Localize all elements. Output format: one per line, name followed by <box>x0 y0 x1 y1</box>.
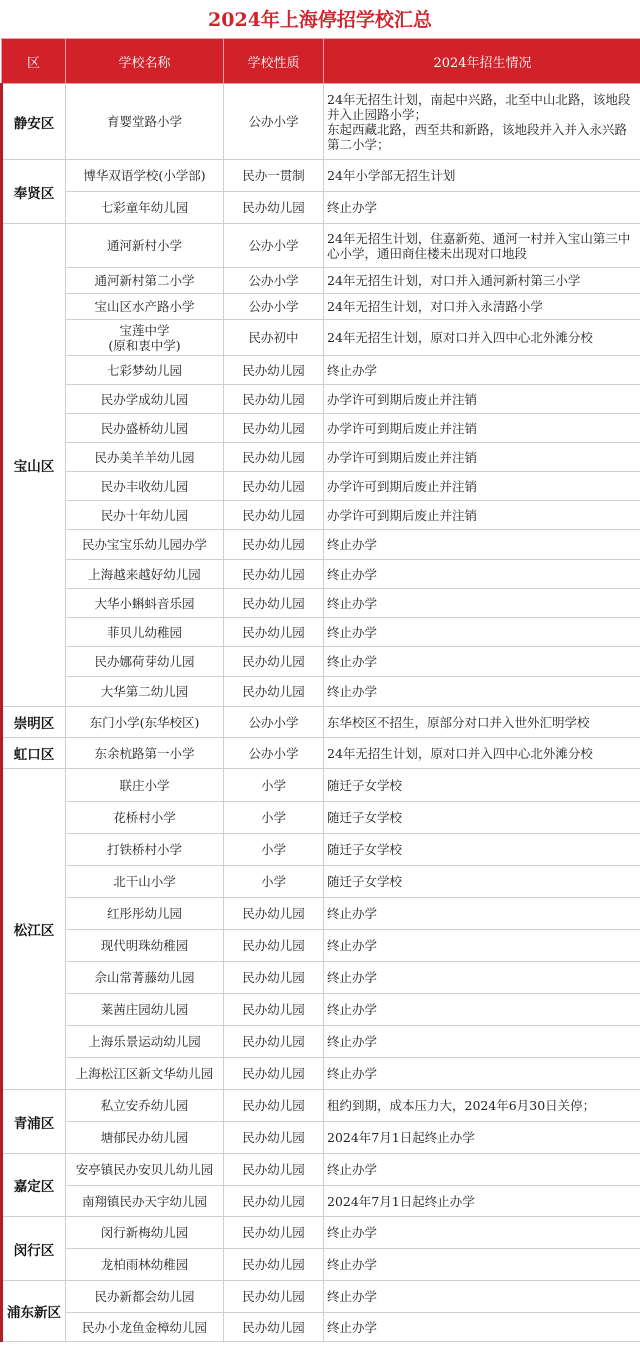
school-name-cell <box>66 1090 224 1122</box>
school-name-cell-text: 民办丰收幼儿园 <box>100 478 189 494</box>
school-name-cell-text: 联庄小学 <box>119 777 170 793</box>
school-name-cell-text: 博华双语学校(小学部) <box>83 168 206 183</box>
school-type-cell-text: 民办幼儿园 <box>242 970 305 985</box>
school-type-cell <box>224 930 324 962</box>
table-row <box>2 472 640 501</box>
status-note-cell <box>324 1122 640 1154</box>
table-row <box>2 769 640 802</box>
status-note-cell <box>324 589 640 618</box>
status-note-cell-text: 办学许可到期后废止并注销 <box>327 449 478 465</box>
status-note-cell-text: 终止办学 <box>327 970 378 985</box>
school-name-cell <box>66 677 224 707</box>
district-cell: 虹口区 <box>2 738 66 769</box>
school-type-cell <box>224 1026 324 1058</box>
school-type-cell-text: 民办幼儿园 <box>242 449 305 465</box>
table-row <box>2 501 640 530</box>
school-type-cell-text: 民办幼儿园 <box>242 391 305 407</box>
school-type-cell <box>224 962 324 994</box>
header-district: 区 <box>2 39 66 84</box>
school-name-cell-text: 红彤彤幼儿园 <box>106 906 182 921</box>
school-name-cell-text: 东门小学(东华校区) <box>89 714 200 730</box>
status-note-cell-text: 24年无招生计划，对口并入通河新村第三小学 <box>327 273 581 288</box>
school-name-cell-text: 宝莲中学 (原和衷中学) <box>108 322 181 353</box>
school-type-cell-text: 民办幼儿园 <box>242 1162 305 1177</box>
school-type-cell <box>224 1281 324 1313</box>
school-name-cell-text: 育婴堂路小学 <box>106 114 182 129</box>
status-note-cell-text: 24年无招生计划，原对口并入四中心北外滩分校 <box>327 330 593 345</box>
district-cell: 闵行区 <box>2 1217 66 1281</box>
table-row <box>2 84 640 160</box>
header-school: 学校名称 <box>66 39 224 84</box>
school-type-cell-text: 民办幼儿园 <box>242 537 305 552</box>
school-type-cell <box>224 294 324 320</box>
status-note-cell <box>324 501 640 530</box>
school-name-cell <box>66 930 224 962</box>
table-row <box>2 385 640 414</box>
status-note-cell <box>324 560 640 589</box>
school-type-cell <box>224 1058 324 1090</box>
header-status: 2024年招生情况 <box>324 39 640 84</box>
table-row <box>2 1186 640 1217</box>
status-note-cell-text: 终止办学 <box>327 200 378 215</box>
status-note-cell-text: 2024年7月1日起终止办学 <box>327 1193 475 1209</box>
status-note-cell-text: 终止办学 <box>327 938 378 953</box>
school-name-cell <box>66 738 224 769</box>
status-note-cell <box>324 414 640 443</box>
school-type-cell <box>224 707 324 738</box>
school-name-cell-text: 上海越来越好幼儿园 <box>88 566 201 582</box>
school-type-cell <box>224 472 324 501</box>
table-row <box>2 320 640 356</box>
school-name-cell-text: 闵行新梅幼儿园 <box>100 1225 189 1240</box>
school-type-cell-text: 民办幼儿园 <box>242 684 305 699</box>
school-name-cell <box>66 84 224 160</box>
table-row <box>2 1026 640 1058</box>
school-type-cell <box>224 356 324 385</box>
status-note-cell <box>324 618 640 647</box>
status-note-cell <box>324 769 640 802</box>
district-cell: 宝山区 <box>2 224 66 707</box>
school-name-cell <box>66 268 224 294</box>
status-note-cell-text: 随迁子女学校 <box>327 842 403 857</box>
school-name-cell-text: 通河新村小学 <box>106 238 182 253</box>
status-note-cell-text: 终止办学 <box>327 537 378 552</box>
school-name-cell <box>66 224 224 268</box>
status-note-cell <box>324 84 640 160</box>
table-row <box>2 560 640 589</box>
status-note-cell <box>324 962 640 994</box>
header-type: 学校性质 <box>224 39 324 84</box>
school-type-cell <box>224 802 324 834</box>
table-row <box>2 224 640 268</box>
status-note-cell-text: 终止办学 <box>327 566 378 582</box>
district-cell: 崇明区 <box>2 707 66 738</box>
status-note-cell <box>324 1281 640 1313</box>
school-type-cell <box>224 385 324 414</box>
school-name-cell <box>66 589 224 618</box>
school-type-cell-text: 民办幼儿园 <box>242 906 305 921</box>
table-row <box>2 738 640 769</box>
school-name-cell <box>66 802 224 834</box>
school-name-cell-text: 塘郁民办幼儿园 <box>100 1130 189 1145</box>
school-name-cell-text: 菲贝儿幼稚园 <box>106 624 182 640</box>
school-type-cell <box>224 994 324 1026</box>
school-type-cell-text: 民办幼儿园 <box>242 1098 305 1113</box>
status-note-cell <box>324 160 640 192</box>
school-name-cell-text: 现代明珠幼稚园 <box>100 938 189 953</box>
school-type-cell-text: 民办一贯制 <box>242 168 305 183</box>
status-note-cell <box>324 1186 640 1217</box>
school-type-cell <box>224 618 324 647</box>
table-body <box>2 84 640 1342</box>
status-note-cell <box>324 707 640 738</box>
school-type-cell <box>224 677 324 707</box>
table-row <box>2 1058 640 1090</box>
status-note-cell <box>324 224 640 268</box>
school-name-cell <box>66 647 224 677</box>
school-type-cell-text: 民办幼儿园 <box>242 1257 305 1272</box>
school-type-cell-text: 民办幼儿园 <box>242 1130 305 1145</box>
status-note-cell-text: 终止办学 <box>327 1002 378 1017</box>
school-type-cell <box>224 84 324 160</box>
school-type-cell <box>224 501 324 530</box>
status-note-cell-text: 随迁子女学校 <box>327 777 403 793</box>
school-type-cell-text: 公办小学 <box>248 299 299 314</box>
school-type-cell <box>224 1154 324 1186</box>
status-note-cell-text: 终止办学 <box>327 1289 378 1304</box>
school-name-cell <box>66 472 224 501</box>
school-name-cell <box>66 160 224 192</box>
school-type-cell-text: 民办幼儿园 <box>242 1289 305 1304</box>
school-name-cell-text: 民办小龙鱼金樟幼儿园 <box>81 1319 207 1335</box>
school-name-cell-text: 七彩梦幼儿园 <box>106 362 182 378</box>
status-note-cell-text: 办学许可到期后废止并注销 <box>327 478 478 494</box>
table-row <box>2 834 640 866</box>
status-note-cell-text: 办学许可到期后废止并注销 <box>327 420 478 436</box>
school-type-cell-text: 民办幼儿园 <box>242 200 305 215</box>
status-note-cell-text: 终止办学 <box>327 684 378 699</box>
status-note-cell-text: 终止办学 <box>327 1162 378 1177</box>
school-type-cell-text: 民办幼儿园 <box>242 1066 305 1081</box>
school-type-cell <box>224 898 324 930</box>
table-row <box>2 443 640 472</box>
status-note-cell-text: 24年无招生计划，对口并入永清路小学 <box>327 299 543 314</box>
school-type-cell-text: 公办小学 <box>248 714 299 730</box>
school-name-cell-text: 民办新都会幼儿园 <box>94 1289 195 1304</box>
school-name-cell-text: 民办娜荷芽幼儿园 <box>94 654 195 669</box>
school-name-cell <box>66 385 224 414</box>
status-note-cell <box>324 192 640 224</box>
status-note-cell <box>324 356 640 385</box>
table-row <box>2 192 640 224</box>
table-row <box>2 707 640 738</box>
status-note-cell-text: 终止办学 <box>327 1034 378 1049</box>
school-type-cell-text: 民办初中 <box>248 330 299 345</box>
district-cell: 静安区 <box>2 84 66 160</box>
school-name-cell-text: 宝山区水产路小学 <box>94 299 195 314</box>
school-name-cell <box>66 530 224 560</box>
status-note-cell-text: 终止办学 <box>327 1257 378 1272</box>
school-name-cell-text: 花桥村小学 <box>113 810 176 825</box>
status-note-cell-text: 办学许可到期后废止并注销 <box>327 391 478 407</box>
table-row <box>2 589 640 618</box>
school-type-cell-text: 民办幼儿园 <box>242 624 305 640</box>
status-note-cell-text: 终止办学 <box>327 362 378 378</box>
status-note-cell <box>324 1154 640 1186</box>
district-cell: 松江区 <box>2 769 66 1090</box>
school-name-cell-text: 大华小蝌蚪音乐园 <box>94 595 195 611</box>
school-name-cell <box>66 1026 224 1058</box>
school-type-cell <box>224 738 324 769</box>
school-type-cell <box>224 443 324 472</box>
school-type-cell-text: 民办幼儿园 <box>242 1225 305 1240</box>
school-name-cell-text: 民办宝宝乐幼儿园办学 <box>81 537 207 552</box>
school-name-cell-text: 上海乐景运动幼儿园 <box>88 1034 201 1049</box>
status-note-cell <box>324 1090 640 1122</box>
table-row <box>2 677 640 707</box>
table-header-row <box>2 39 640 84</box>
status-note-cell <box>324 1313 640 1342</box>
school-name-cell <box>66 414 224 443</box>
status-note-cell-text: 随迁子女学校 <box>327 810 403 825</box>
table-row <box>2 268 640 294</box>
district-cell: 浦东新区 <box>2 1281 66 1342</box>
school-type-cell <box>224 769 324 802</box>
school-type-cell <box>224 1090 324 1122</box>
status-note-cell-text: 2024年7月1日起终止办学 <box>327 1130 475 1145</box>
status-note-cell-text: 办学许可到期后废止并注销 <box>327 507 478 523</box>
table-row <box>2 356 640 385</box>
school-type-cell <box>224 224 324 268</box>
school-name-cell-text: 安亭镇民办安贝儿幼儿园 <box>75 1162 214 1177</box>
school-type-cell-text: 民办幼儿园 <box>242 1002 305 1017</box>
school-name-cell <box>66 1281 224 1313</box>
school-type-cell-text: 民办幼儿园 <box>242 507 305 523</box>
status-note-cell <box>324 802 640 834</box>
status-note-cell <box>324 320 640 356</box>
status-note-cell <box>324 930 640 962</box>
school-name-cell-text: 龙柏雨林幼稚园 <box>100 1257 189 1272</box>
page-title: 2024年上海停招学校汇总 <box>208 9 432 31</box>
table-row <box>2 930 640 962</box>
school-type-cell <box>224 160 324 192</box>
school-name-cell <box>66 1249 224 1281</box>
table-row <box>2 1281 640 1313</box>
school-type-cell <box>224 560 324 589</box>
school-type-cell <box>224 1249 324 1281</box>
district-cell: 嘉定区 <box>2 1154 66 1217</box>
school-type-cell-text: 公办小学 <box>248 273 299 288</box>
table-row <box>2 530 640 560</box>
status-note-cell-text: 终止办学 <box>327 1225 378 1240</box>
status-note-cell <box>324 472 640 501</box>
status-note-cell <box>324 1217 640 1249</box>
status-note-cell-text: 终止办学 <box>327 906 378 921</box>
school-name-cell-text: 东余杭路第一小学 <box>94 745 195 761</box>
school-name-cell <box>66 1186 224 1217</box>
school-name-cell-text: 七彩童年幼儿园 <box>100 200 189 215</box>
school-name-cell <box>66 294 224 320</box>
status-note-cell <box>324 677 640 707</box>
school-type-cell-text: 民办幼儿园 <box>242 654 305 669</box>
school-name-cell <box>66 707 224 738</box>
table-row <box>2 414 640 443</box>
school-type-cell <box>224 589 324 618</box>
school-type-cell-text: 公办小学 <box>248 114 299 129</box>
school-type-cell-text: 民办幼儿园 <box>242 938 305 953</box>
table-row <box>2 160 640 192</box>
school-type-cell <box>224 866 324 898</box>
school-name-cell-text: 通河新村第二小学 <box>94 273 195 288</box>
table-row <box>2 1154 640 1186</box>
status-note-cell-text: 租约到期，成本压力大，2024年6月30日关停； <box>327 1098 596 1113</box>
district-cell: 青浦区 <box>2 1090 66 1154</box>
school-name-cell <box>66 443 224 472</box>
school-name-cell <box>66 769 224 802</box>
school-type-cell-text: 民办幼儿园 <box>242 1034 305 1049</box>
status-note-cell <box>324 898 640 930</box>
school-type-cell <box>224 414 324 443</box>
school-name-cell-text: 南翔镇民办天宇幼儿园 <box>81 1193 207 1209</box>
table-row <box>2 802 640 834</box>
school-type-cell <box>224 320 324 356</box>
school-type-cell-text: 小学 <box>260 874 286 889</box>
school-name-cell <box>66 1122 224 1154</box>
school-type-cell-text: 民办幼儿园 <box>242 566 305 582</box>
status-note-cell <box>324 866 640 898</box>
school-type-cell-text: 公办小学 <box>248 745 299 761</box>
school-name-cell-text: 上海松江区新文华幼儿园 <box>75 1066 214 1081</box>
status-note-cell-text: 东华校区不招生，原部分对口并入世外汇明学校 <box>327 714 590 730</box>
status-note-cell <box>324 268 640 294</box>
status-note-cell <box>324 443 640 472</box>
status-note-cell <box>324 1058 640 1090</box>
school-name-cell-text: 大华第二幼儿园 <box>100 684 189 699</box>
status-note-cell-text: 24年无招生计划，南起中兴路，北至中山北路，该地段并入止园路小学； 东起西藏北路，西至共和新路，该地段并入并入永兴路第二小学； <box>327 91 631 152</box>
school-type-cell <box>224 834 324 866</box>
district-cell: 奉贤区 <box>2 160 66 224</box>
status-note-cell <box>324 1249 640 1281</box>
status-note-cell-text: 终止办学 <box>327 1066 378 1081</box>
school-name-cell-text: 打铁桥村小学 <box>106 842 182 857</box>
status-note-cell <box>324 647 640 677</box>
status-note-cell-text: 终止办学 <box>327 624 378 640</box>
school-type-cell <box>224 268 324 294</box>
school-name-cell <box>66 192 224 224</box>
status-note-cell <box>324 294 640 320</box>
table-row <box>2 994 640 1026</box>
school-type-cell-text: 小学 <box>260 810 286 825</box>
school-name-cell-text: 私立安乔幼儿园 <box>100 1098 189 1113</box>
status-note-cell-text: 终止办学 <box>327 654 378 669</box>
table-row <box>2 1249 640 1281</box>
status-note-cell-text: 24年无招生计划，原对口并入四中心北外滩分校 <box>327 745 593 761</box>
school-name-cell <box>66 1058 224 1090</box>
table-row <box>2 1122 640 1154</box>
status-note-cell <box>324 738 640 769</box>
school-name-cell <box>66 1154 224 1186</box>
table-row <box>2 1217 640 1249</box>
table-row <box>2 647 640 677</box>
school-type-cell-text: 民办幼儿园 <box>242 362 305 378</box>
status-note-cell <box>324 1026 640 1058</box>
school-name-cell <box>66 994 224 1026</box>
table-row <box>2 866 640 898</box>
table-row <box>2 294 640 320</box>
school-name-cell <box>66 320 224 356</box>
school-name-cell <box>66 618 224 647</box>
status-note-cell-text: 24年无招生计划，住嘉新苑、通河一村并入宝山第三中心小学，通田商住楼未出现对口地段 <box>327 230 631 261</box>
school-name-cell-text: 民办学成幼儿园 <box>100 391 189 407</box>
school-type-cell-text: 民办幼儿园 <box>242 478 305 494</box>
status-note-cell-text: 终止办学 <box>327 595 378 611</box>
school-type-cell-text: 民办幼儿园 <box>242 595 305 611</box>
school-type-cell <box>224 1122 324 1154</box>
school-name-cell <box>66 356 224 385</box>
table-row <box>2 898 640 930</box>
table-row <box>2 962 640 994</box>
school-type-cell <box>224 647 324 677</box>
school-type-cell <box>224 1217 324 1249</box>
school-name-cell-text: 民办盛桥幼儿园 <box>100 420 189 436</box>
status-note-cell <box>324 834 640 866</box>
table-row <box>2 1090 640 1122</box>
school-type-cell-text: 小学 <box>260 842 286 857</box>
school-name-cell <box>66 1217 224 1249</box>
school-name-cell-text: 北干山小学 <box>113 874 176 889</box>
school-name-cell <box>66 501 224 530</box>
school-type-cell-text: 民办幼儿园 <box>242 420 305 436</box>
school-type-cell-text: 小学 <box>260 777 286 793</box>
school-name-cell <box>66 560 224 589</box>
school-type-cell <box>224 530 324 560</box>
status-note-cell-text: 随迁子女学校 <box>327 874 403 889</box>
school-name-cell-text: 莱茜庄园幼儿园 <box>100 1002 189 1017</box>
school-type-cell-text: 公办小学 <box>248 238 299 253</box>
table-row <box>2 618 640 647</box>
school-type-cell <box>224 1186 324 1217</box>
status-note-cell <box>324 385 640 414</box>
school-name-cell-text: 民办十年幼儿园 <box>100 507 189 523</box>
school-name-cell-text: 佘山常菁藤幼儿园 <box>94 970 195 985</box>
school-type-cell <box>224 1313 324 1342</box>
school-name-cell <box>66 834 224 866</box>
school-type-cell-text: 民办幼儿园 <box>242 1193 305 1209</box>
school-name-cell <box>66 898 224 930</box>
status-note-cell-text: 终止办学 <box>327 1319 378 1335</box>
status-note-cell <box>324 994 640 1026</box>
school-name-cell <box>66 866 224 898</box>
school-name-cell-text: 民办美羊羊幼儿园 <box>94 449 195 465</box>
schools-table <box>0 38 640 1342</box>
school-name-cell <box>66 1313 224 1342</box>
school-type-cell-text: 民办幼儿园 <box>242 1319 305 1335</box>
table-row <box>2 1313 640 1342</box>
status-note-cell <box>324 530 640 560</box>
status-note-cell-text: 24年小学部无招生计划 <box>327 168 456 183</box>
school-name-cell <box>66 962 224 994</box>
school-type-cell <box>224 192 324 224</box>
